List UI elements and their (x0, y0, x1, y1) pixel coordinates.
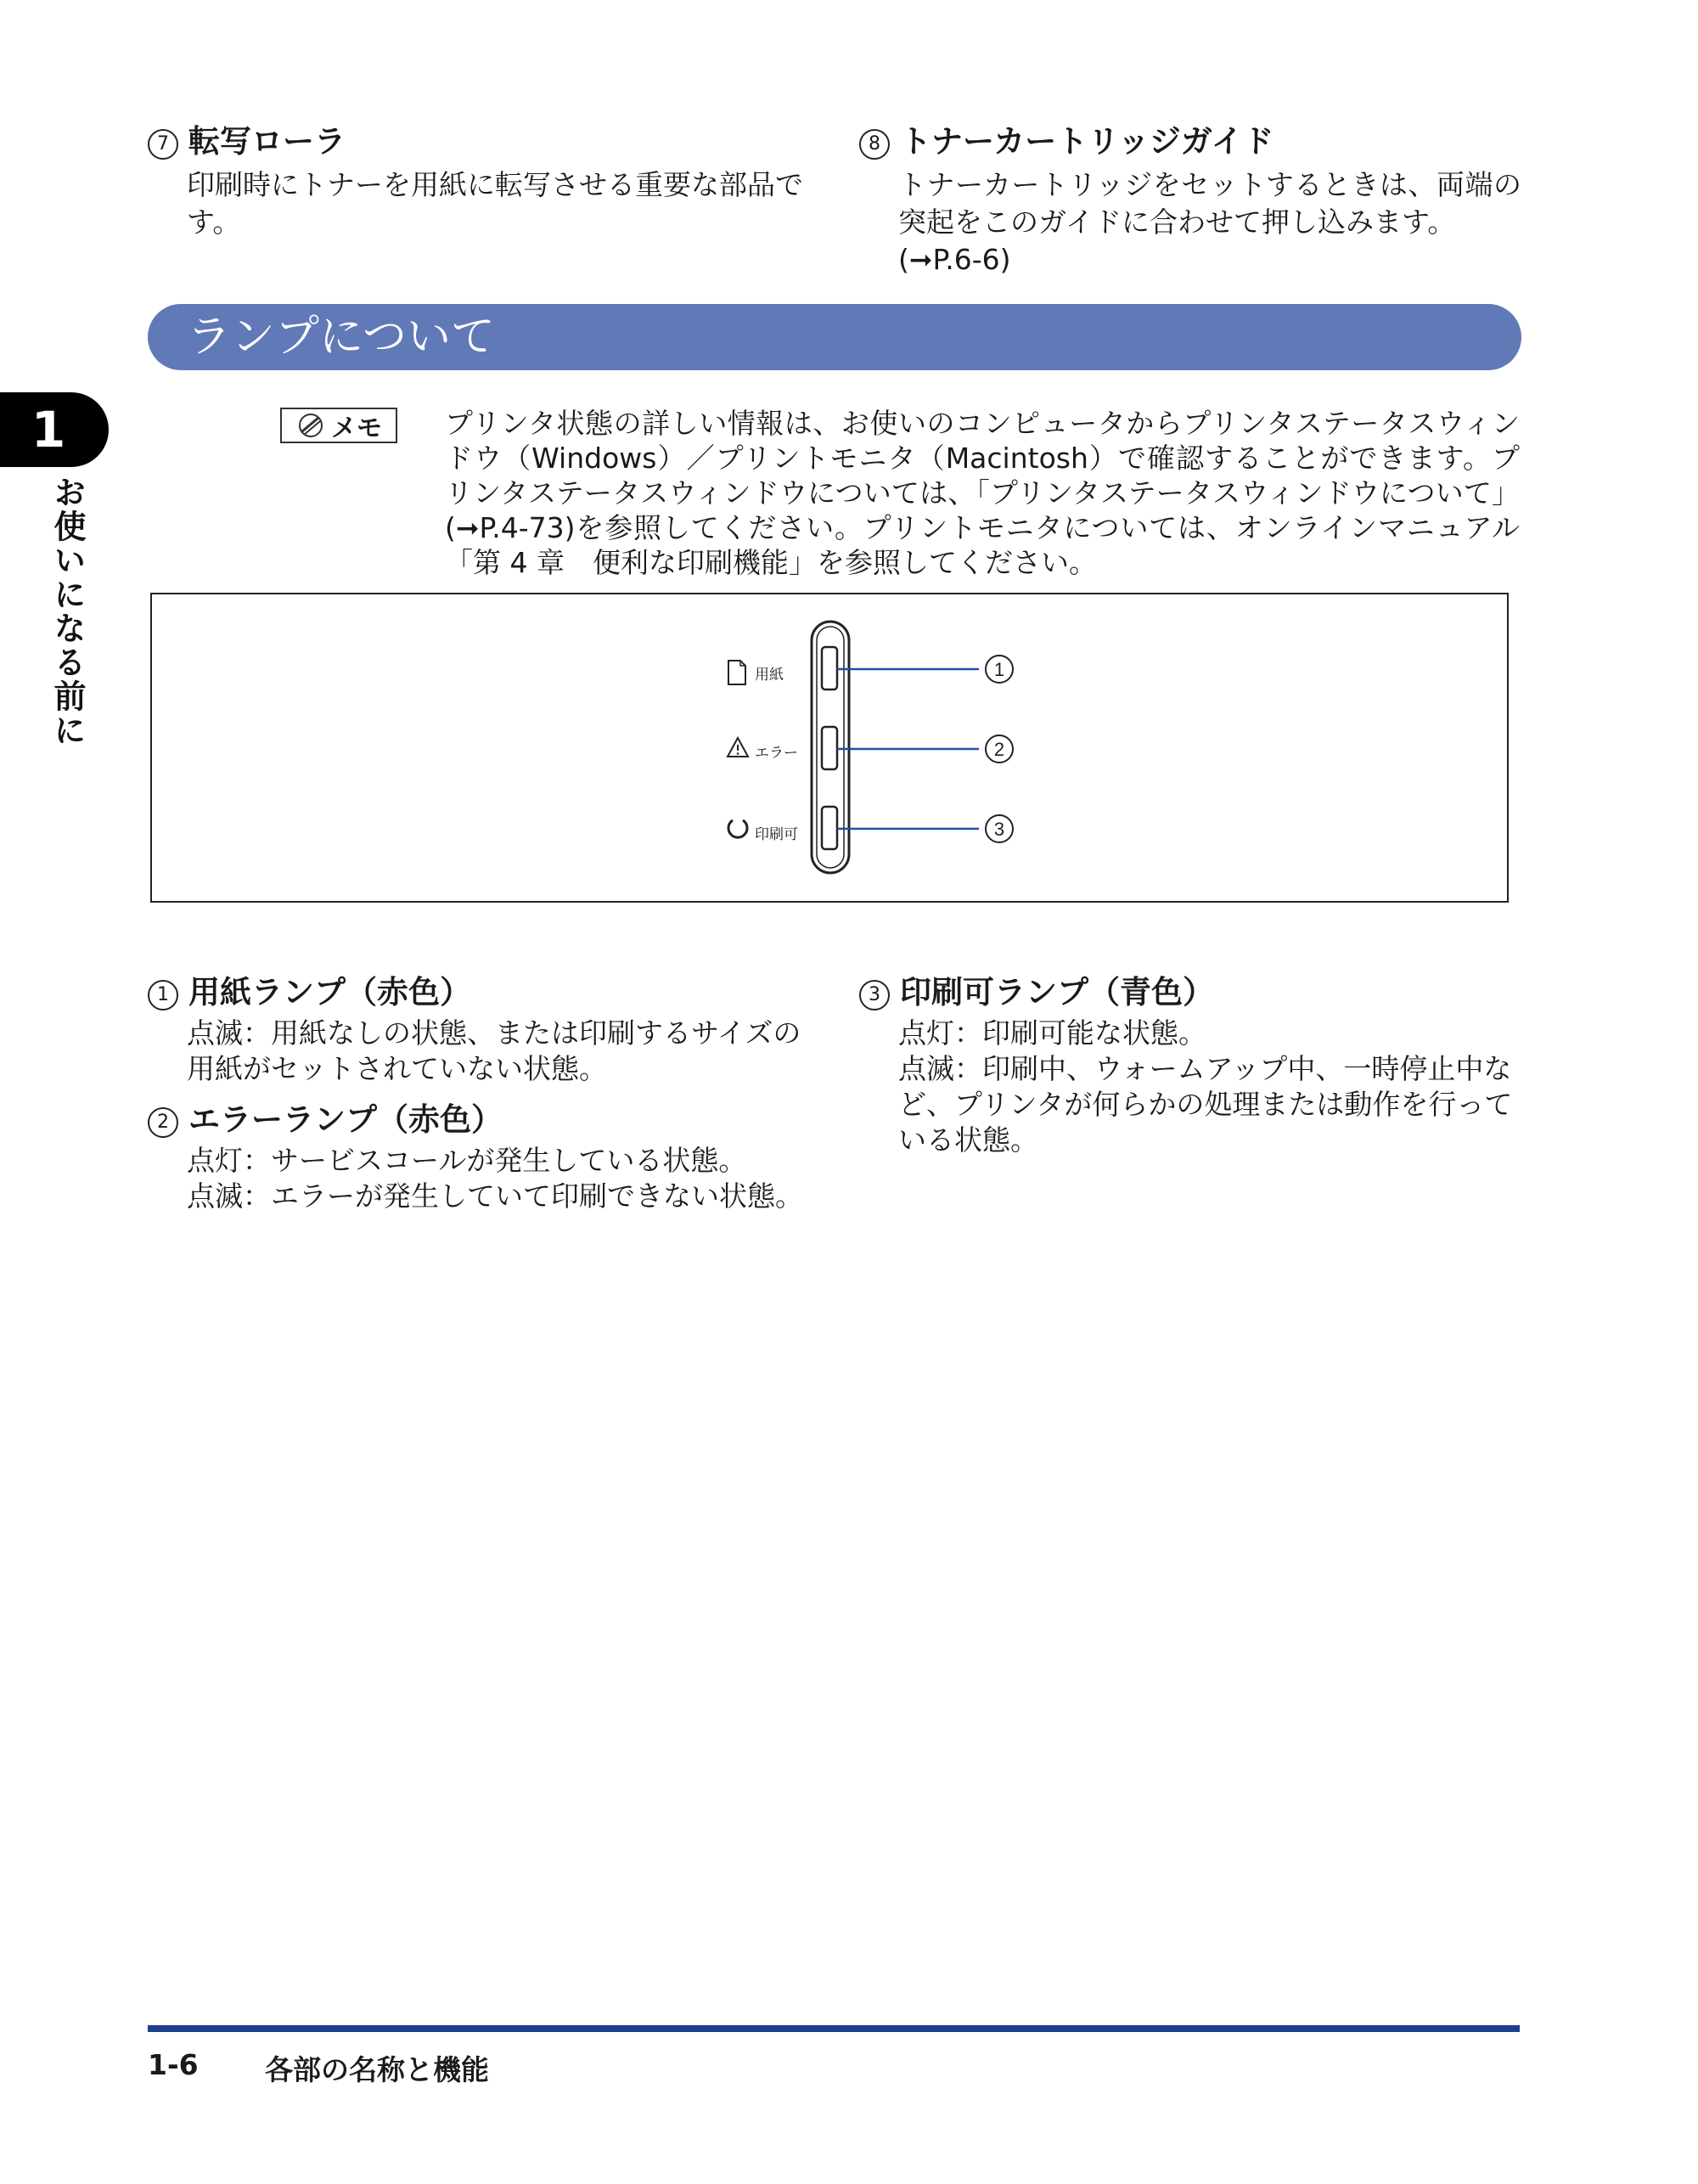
item-description-line: 点滅：エラーが発生していて印刷できない状態。 (187, 1179, 803, 1213)
item-heading (148, 1094, 818, 1140)
item-number: 2 (148, 1107, 178, 1138)
callout-circles (986, 656, 1013, 842)
item-heading (859, 966, 1521, 1012)
item-description: 印刷時にトナーを用紙に転写させる重要な部品です。 (187, 168, 803, 239)
item-heading (148, 115, 818, 161)
item-description-line: 点灯：サービスコールが発生している状態。 (187, 1144, 747, 1177)
item-number: 3 (859, 980, 890, 1010)
pencil-icon (295, 413, 326, 438)
chapter-title-vertical: お使いになる前に (48, 476, 86, 747)
lamp-label-error: エラー (755, 745, 798, 762)
page-reference[interactable]: (➞P.6-6) (898, 243, 1011, 276)
item-ready-lamp (859, 966, 1521, 1158)
item-number: 1 (148, 980, 178, 1010)
item-number: 8 (859, 129, 890, 160)
paper-lamp (822, 647, 837, 690)
memo-badge (280, 408, 397, 443)
lamp-label-ready: 印刷可 (755, 826, 798, 843)
item-error-lamp (148, 1094, 818, 1214)
item-description (898, 166, 1521, 279)
item-transfer-roller (148, 115, 818, 241)
lamp-panel-drawing (152, 594, 1507, 901)
item-title: エラーランプ（赤色） (188, 1101, 503, 1138)
item-description-line: 点灯：印刷可能な状態。 (898, 1016, 1206, 1050)
ready-lamp (822, 807, 837, 849)
warning-icon (728, 738, 748, 757)
error-lamp (822, 727, 837, 769)
callout-number: 1 (993, 659, 1005, 680)
section-header-bar (148, 304, 1521, 370)
lamp-label-paper: 用紙 (755, 667, 784, 684)
callout-number: 2 (993, 739, 1005, 760)
memo-label: メモ (331, 414, 382, 443)
item-title: 用紙ランプ（赤色） (188, 974, 471, 1010)
section-title: ランプについて (187, 312, 495, 363)
paper-icon (728, 661, 745, 684)
item-description (898, 1016, 1521, 1158)
callout-number: 3 (993, 819, 1005, 840)
item-description: 点滅：用紙なしの状態、または印刷するサイズの用紙がセットされていない状態。 (187, 1016, 801, 1085)
item-heading (148, 966, 818, 1012)
chapter-tab: 1 (0, 392, 109, 467)
footer-rule (148, 2025, 1520, 2032)
item-heading (859, 115, 1521, 161)
item-description-line: 点滅：印刷中、ウォームアップ中、一時停止中など、プリンタが何らかの処理または動作を行っている状態。 (898, 1052, 1513, 1157)
footer-title: 各部の名称と機能 (265, 2053, 489, 2086)
memo-text: プリンタ状態の詳しい情報は、お使いのコンピュータからプリンタステータスウィンドウ（Windows）／プリントモニタ（Macintosh）で確認することができます。プリンタステータスウィンドウについては、「プリンタステータスウィンドウについて」(➞P.4-73)を参照してください。プリントモニタについては、オンラインマニュアル「第 4 章 便利な印刷機能」を参照してください。 (445, 407, 1520, 579)
item-description-text: トナーカートリッジをセットするときは、両端の突起をこのガイドに合わせて押し込みます。 (898, 168, 1521, 239)
item-description (187, 1143, 818, 1214)
item-paper-lamp (148, 966, 818, 1087)
power-icon (728, 820, 747, 837)
page-number: 1-6 (148, 2048, 199, 2081)
item-number: 7 (148, 129, 178, 160)
item-title: トナーカートリッジガイド (900, 123, 1274, 160)
item-toner-guide (859, 115, 1521, 279)
item-title: 転写ローラ (188, 123, 346, 160)
item-title: 印刷可ランプ（青色） (900, 974, 1214, 1010)
lamp-diagram (150, 593, 1509, 903)
